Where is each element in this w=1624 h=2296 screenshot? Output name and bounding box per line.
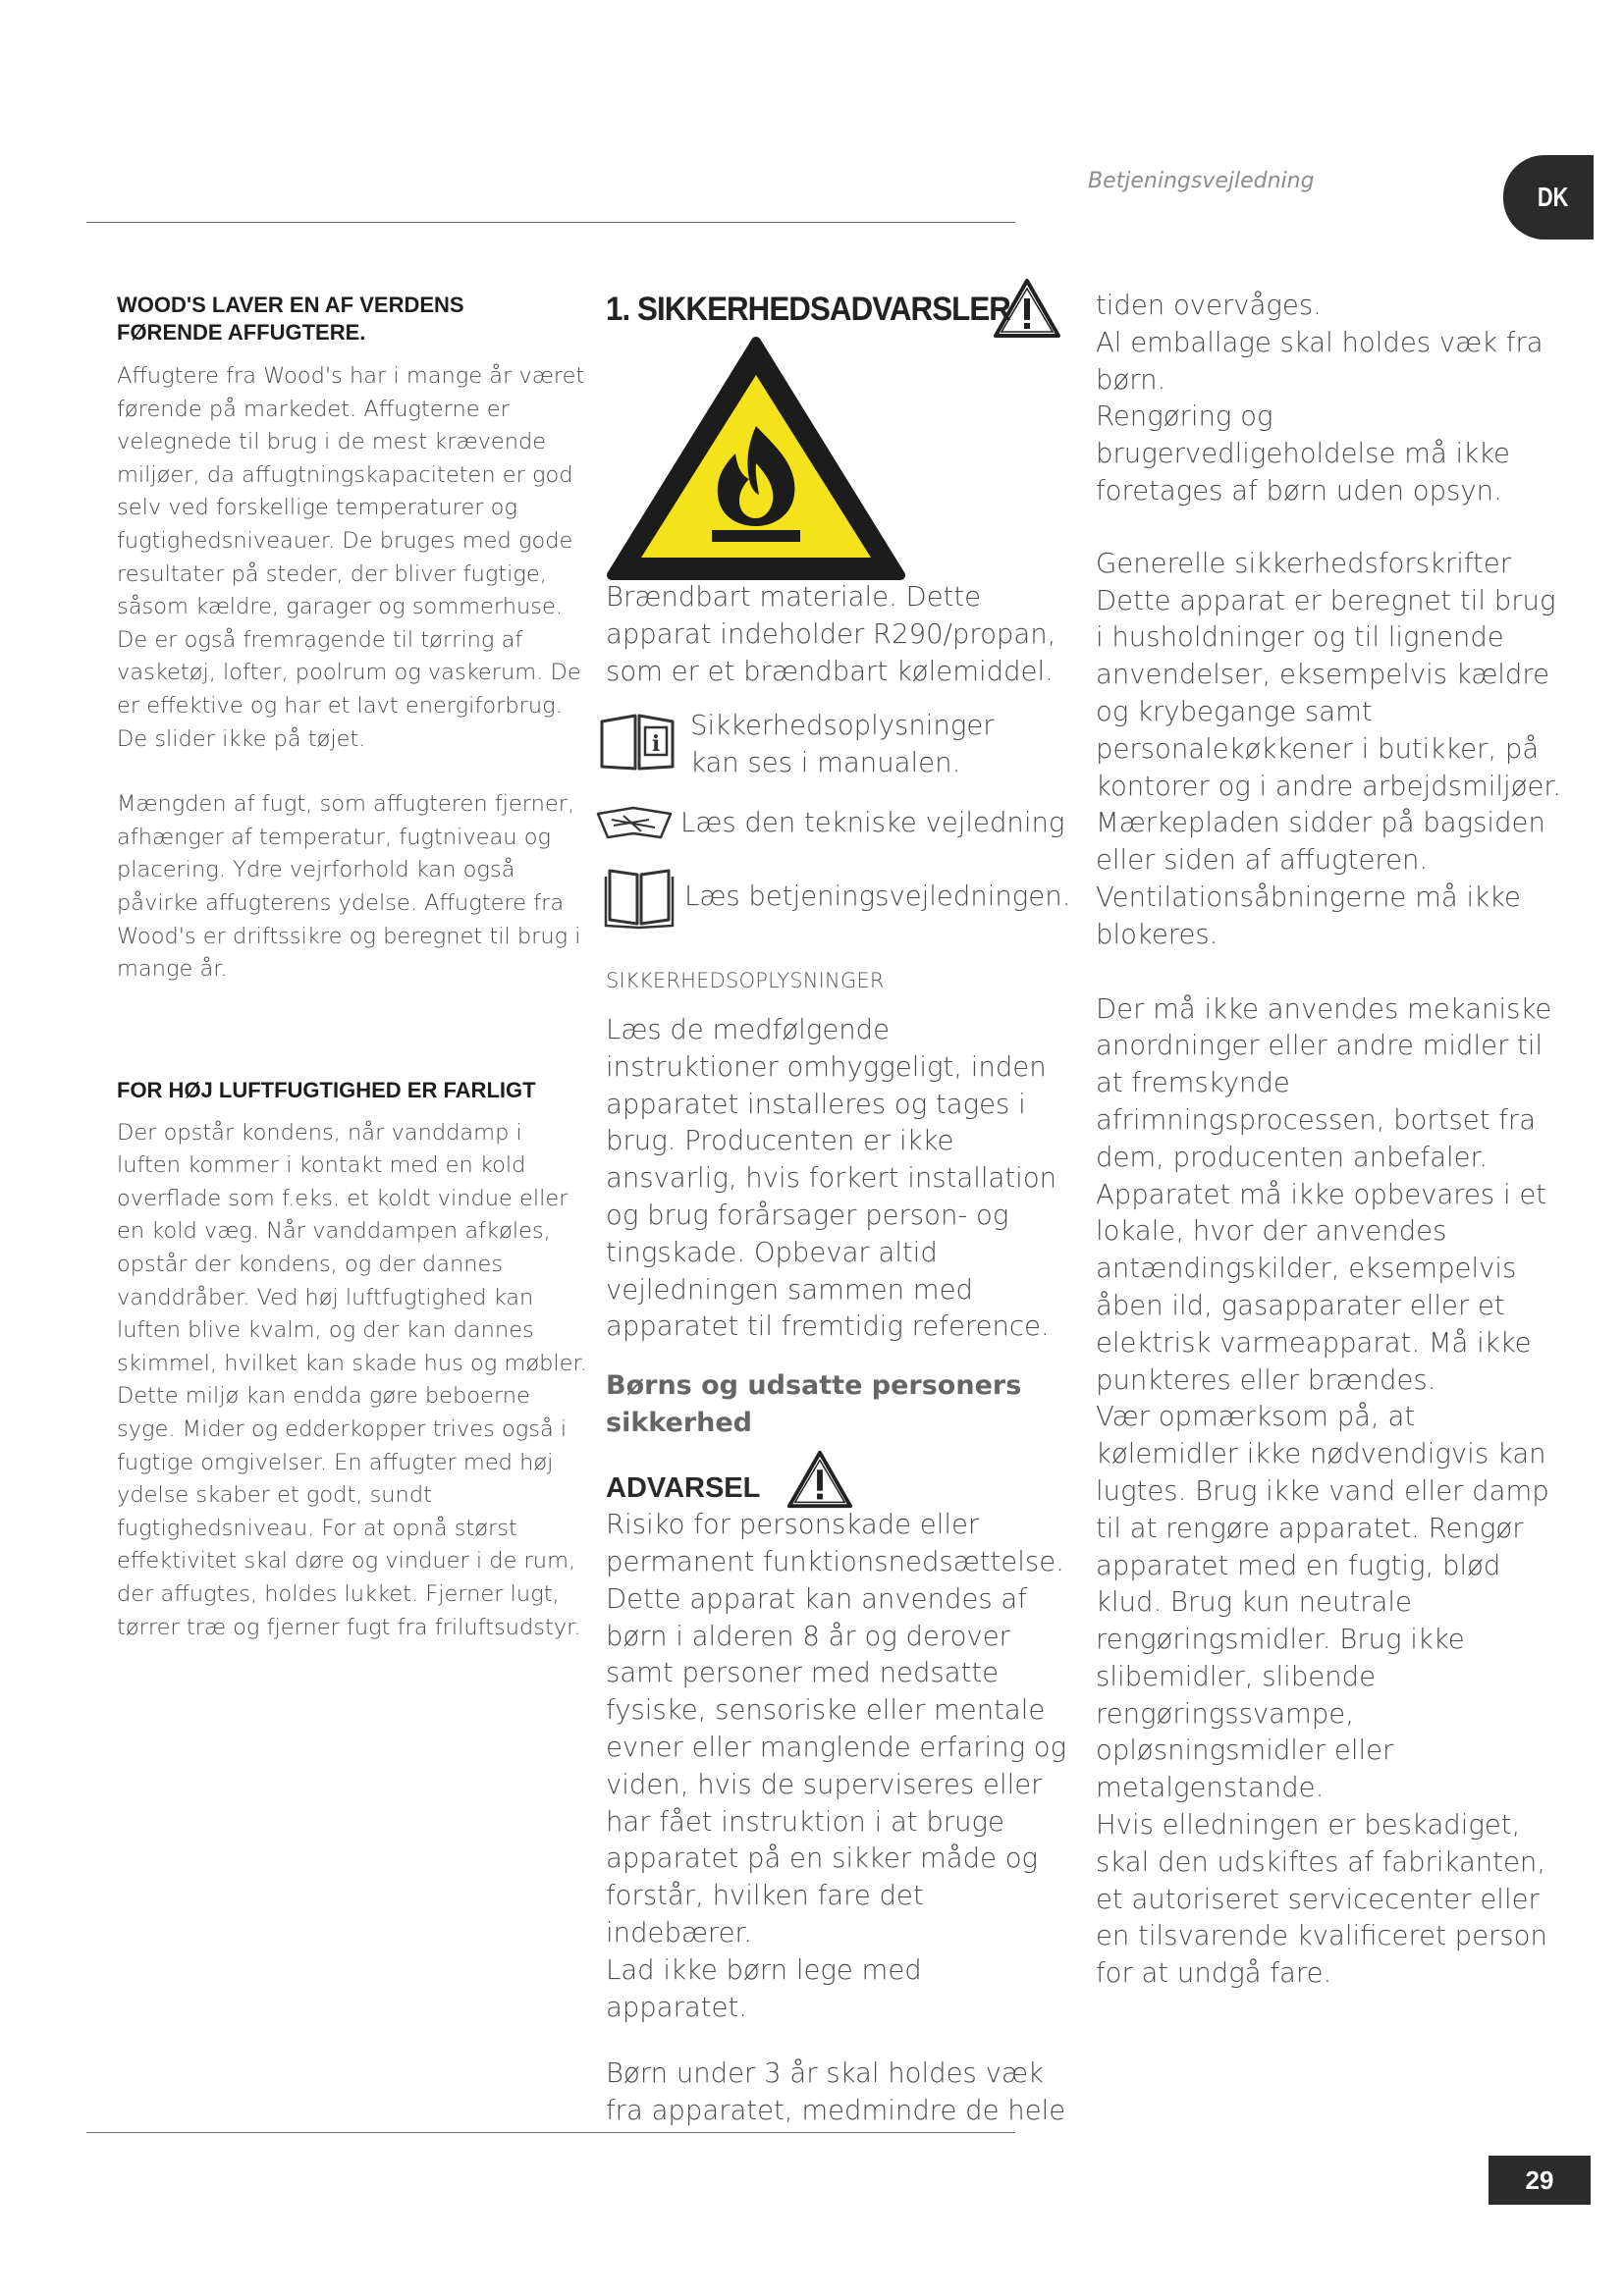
header-label: Betjeningsvejledning [1088,169,1315,193]
paragraph-packaging: Al emballage skal holdes væk fra børn. [1096,326,1543,396]
warning-triangle-small-icon [785,1448,854,1511]
paragraph-storage: Apparatet må ikke opbevares i et lokale, hvor der anvendes antændingskilder, eksempelvis åben ild, gasapparater eller et elektrisk varmeapparat. Må ikke punkteres eller brændes. [1096,1178,1547,1396]
paragraph-refrigerant-cleaning: Vær opmærksom på, at kølemidler ikke nødvendigvis kan lugtes. Brug ikke vand eller damp til at rengøre apparatet. Rengør apparatet med en fugtig, blød klud. Brug kun neutrale rengøringsmidler. Brug ikke slibemidler, slibende rengøringssvampe, opløsningsmidler eller metalgenstande. [1096,1401,1549,1804]
book-icon [604,865,675,930]
flammable-warning-icon [606,336,906,581]
paragraph-rating-plate: Mærkepladen sidder på bagsiden eller siden af affugteren. [1096,807,1545,877]
column-1 [117,292,588,1644]
paragraph-cleaning: Rengøring og brugervedligeholdelse må ikke foretages af børn uden opsyn. [1096,400,1510,507]
flammable-description: Brændbart materiale. Dette apparat indeholder R290/propan, som er et brændbart kølemiddel. [606,581,1056,687]
paragraph-moisture: Mængden af fugt, som affugteren fjerner, afhænger af temperatur, fugtniveau og placering. Ydre vejrforhold kan også påvirke affugterens ydelse. Affugtere fra Wood's er driftssikre og beregnet til brug i mange år. [117,791,581,983]
column-2 [606,285,1071,2130]
column-3 [1096,288,1563,1993]
paragraph-power-cord: Hvis elledningen er beskadiget, skal den udskiftes af fabrikanten, et autoriseret servicecenter eller en tilsvarende kvalificeret person for at undgå fare. [1096,1809,1547,1990]
language-code: DK [1537,182,1569,212]
svg-text:i: i [651,731,661,758]
paragraph-under3: Børn under 3 år skal holdes væk fra apparatet, medmindre de hele [606,2057,1066,2127]
warning-triangle-icon [992,277,1062,340]
section-title: 1. SIKKERHEDSADVARSLER [606,290,1010,328]
warning-label: ADVARSEL [606,1472,761,1505]
paragraph-general: Dette apparat er beregnet til brug i husholdninger og til lignende anvendelser, eksempelvis kældre og krybegange samt personalekøkkener i butikker, på kontorer og i andre arbejdsmiljøer. [1096,584,1561,802]
page-number: 29 [1489,2156,1591,2205]
paragraph-vents: Ventilationsåbningerne må ikke blokeres. [1096,881,1521,950]
book-text: Læs betjeningsvejledningen. [684,881,1071,913]
technical-manual-icon [594,804,675,843]
safety-info-label: SIKKERHEDSOPLYSNINGER [606,968,885,992]
footer-rule [86,2132,1015,2133]
children-safety-heading: Børns og udsatte personers sikkerhed [606,1370,1022,1439]
paragraph-children: Dette apparat kan anvendes af børn i alderen 8 år og derover samt personer med nedsatte fysiske, sensoriske eller mentale evner eller manglende erfaring og viden, hvis de superviseres eller har fået instruktion i at bruge apparatet på en sikker måde og forstår, hvilken fare det indebærer. [606,1582,1067,1949]
heading-humidity: FOR HØJ LUFTFUGTIGHED ER FARLIGT [117,1077,536,1102]
paragraph-defrost: Der må ikke anvendes mekaniske anordninger eller andre midler til at fremskynde afrimningsprocessen, bortset fra dem, producenten anbefaler. [1096,992,1552,1173]
paragraph-warning: Risiko for personskade eller permanent funktionsnedsættelse. [606,1509,1064,1577]
paragraph-condensation: Der opstår kondens, når vanddamp i luften kommer i kontakt med en kold overflade som f.eks. et koldt vindue eller en kold væg. Når vanddampen afkøles, opstår der kondens, og der dannes vanddråber. Ved høj luftfugtighed kan luften blive kvalm, og der kan dannes skimmel, hvilket kan skade hus og møbler. Dette miljø kan endda gøre beboerne syge. Mider og edderkopper trives også i fugtige omgivelser. En affugter med høj ydelse skaber et godt, sundt fugtighedsniveau. For at opnå størst effektivitet skal døre og vinduer i de rum, der affugtes, holdes lukket. Fjerner lugt, tørrer træ og fjerner fugt fra friluftsudstyr. [117,1119,587,1640]
info-description: Sikkerhedsoplysninger kan ses i manualen. [690,710,995,779]
technical-manual-text: Læs den tekniske vejledning [680,807,1065,839]
paragraph-instructions: Læs de medfølgende instruktioner omhyggeligt, inden apparatet installeres og tages i brug. Producenten er ikke ansvarlig, hvis forkert installation og brug forårsager person- og tingskade. Opbevar altid vejledningen sammen med apparatet til fremtidig reference. [606,1013,1057,1343]
language-tab [1503,155,1594,240]
general-safety-heading: Generelle sikkerhedsforskrifter [1096,547,1512,579]
heading-woods: WOOD'S LAVER EN AF VERDENS FØRENDE AFFUGTERE. [117,293,464,345]
paragraph-intro: Affugtere fra Wood's har i mange år været førende på markedet. Affugterne er velegnede til brug i de mest krævende miljøer, da affugtningskapaciteten er god selv ved forskellige temperaturer og fugtighedsniveauer. De bruges med gode resultater på steder, der bliver fugtige, såsom kældre, garager og sommerhuse. De er også fremragende til tørring af vasketøj, lofter, poolrum og vaskerum. De er effektive og har et lavt energiforbrug. De slider ikke på tøjet. [117,363,585,752]
paragraph-play: Lad ikke børn lege med apparatet. [606,1953,922,2023]
info-manual-icon [598,714,677,773]
paragraph-continued: tiden overvåges. [1096,290,1322,321]
header-rule [86,222,1015,223]
